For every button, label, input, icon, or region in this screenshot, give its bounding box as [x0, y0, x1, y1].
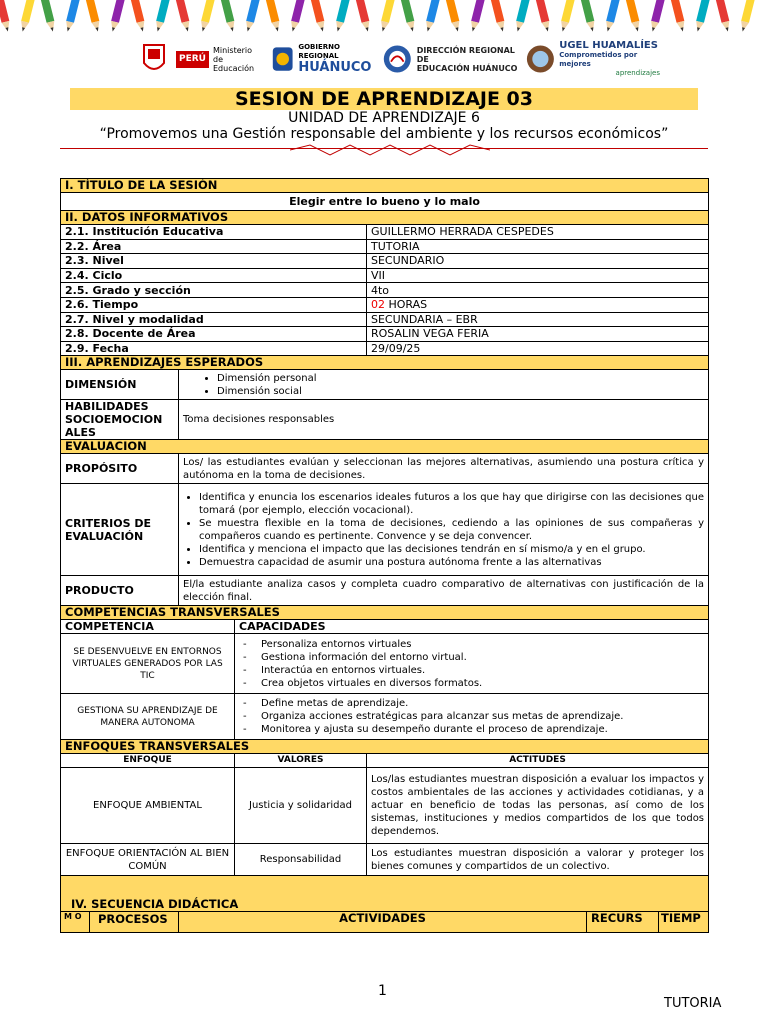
pencil-decoration	[559, 0, 576, 32]
habilidades-label: HABILIDADES SOCIOEMOCION ALES	[61, 400, 179, 440]
minedu-label: Ministerio de Educación	[212, 45, 255, 73]
datos-label: 2.6. Tiempo	[61, 297, 367, 312]
zigzag-ornament	[290, 142, 490, 158]
datos-label: 2.9. Fecha	[61, 341, 367, 356]
pencil-decoration	[424, 0, 441, 32]
criterios-list	[179, 484, 709, 576]
ugel-top-label: UGEL HUAMALÍES	[559, 40, 658, 51]
pencil-decoration	[355, 0, 372, 32]
ugel-sub2-label: aprendizajes	[615, 69, 660, 77]
capacidad-item: - Crea objetos virtuales en diversos formatos.	[261, 677, 704, 690]
unit-line1: UNIDAD DE APRENDIZAJE 6	[288, 110, 480, 126]
enfoque-valor: Responsabilidad	[235, 844, 367, 876]
enfoque-name: ENFOQUE ORIENTACIÓN AL BIEN COMÚN	[61, 844, 235, 876]
datos-value: VII	[367, 268, 709, 283]
competencia-name: SE DESENVUELVE EN ENTORNOS VIRTUALES GENERADOS POR LAS TIC	[61, 634, 235, 694]
pencil-decoration	[199, 0, 216, 32]
pencil-decoration	[649, 0, 666, 32]
actitudes-col-header: ACTITUDES	[367, 754, 709, 768]
pencil-decoration	[265, 0, 282, 32]
shield-icon	[140, 41, 168, 77]
criterio-item: • Se muestra flexible en la toma de decisiones, cediendo a las opiniones de sus compañeras y compañeros cuando es pertinente. Convence y se deja convencer.	[199, 517, 704, 543]
criterio-item: • Identifica y menciona el impacto que las decisiones tendrán en sí mismo/a y en el grupo.	[199, 543, 704, 556]
competencia-name: GESTIONA SU APRENDIZAJE DE MANERA AUTONOMA	[61, 694, 235, 740]
pencil-decoration	[130, 0, 147, 32]
datos-value: SECUNDARIA – EBR	[367, 312, 709, 327]
datos-label: 2.1. Institución Educativa	[61, 225, 367, 240]
peru-shield-logo	[140, 41, 168, 77]
pencil-decoration	[244, 0, 261, 32]
pencil-decoration	[604, 0, 621, 32]
pencil-decoration	[514, 0, 531, 32]
dimension-item: • Dimensión personal	[217, 372, 704, 385]
pencil-decoration	[19, 0, 36, 32]
enfoque-actitud: Los estudiantes muestran disposición a valorar y proteger los bienes comunes y compartidos de un colectivo.	[367, 844, 709, 876]
ugel-emblem-icon	[526, 42, 555, 76]
producto-value: El/la estudiante analiza casos y completa cuadro comparativo de alternativas con justificación de la elección final.	[179, 576, 709, 606]
session-title-bar: SESION DE APRENDIZAJE 03	[70, 88, 698, 110]
pencil-decoration	[715, 0, 732, 32]
dre-logo	[382, 42, 518, 76]
secuencia-header-row	[61, 912, 179, 933]
proposito-value: Los/ las estudiantes evalúan y seleccionan las mejores alternativas, asumiendo una postura crítica y autónoma en la toma de decisiones.	[179, 454, 709, 484]
pencil-decoration	[0, 0, 12, 32]
tiempo-unit: HORAS	[385, 298, 428, 312]
pencils-banner	[0, 0, 768, 36]
pencil-decoration	[625, 0, 642, 32]
dimension-item: • Dimensión social	[217, 385, 704, 398]
criterio-item: • Identifica y enuncia los escenarios ideales futuros a los que hay que dirigirse con las decisiones que tomará (por ejemplo, elección vocacional).	[199, 491, 704, 517]
pencil-decoration	[220, 0, 237, 32]
gore-main-label: HUÁNUCO	[298, 60, 372, 75]
datos-label: 2.8. Docente de Área	[61, 327, 367, 342]
capacidad-item: - Monitorea y ajusta su desempeño durante el proceso de aprendizaje.	[261, 723, 704, 736]
tiempo-number: 02	[371, 298, 385, 312]
enfoque-actitud: Los/las estudiantes muestran disposición a evaluar los impactos y costos ambientales de las acciones y actividades cotidianas, y a actuar en beneficio de todas las personas, así como de los sistemas, instituciones y medios compartidos de los que todos dependemos.	[367, 768, 709, 844]
habilidades-value: Toma decisiones responsables	[179, 400, 709, 440]
gore-top-label: GOBIERNO REGIONAL	[298, 43, 340, 60]
capacidad-item: - Organiza acciones estratégicas para alcanzar sus metas de aprendizaje.	[261, 710, 704, 723]
col-tiempo: TIEMP	[659, 912, 709, 933]
ugel-sub-label: Comprometidos por mejores	[559, 51, 638, 68]
datos-value	[367, 297, 709, 312]
enfoque-name: ENFOQUE AMBIENTAL	[61, 768, 235, 844]
pencil-decoration	[469, 0, 486, 32]
pencil-decoration	[694, 0, 711, 32]
criterio-item: • Demuestra capacidad de asumir una postura autónoma frente a las alternativas	[199, 556, 704, 569]
pencil-decoration	[490, 0, 507, 32]
logos-row	[140, 36, 660, 82]
footer-area: TUTORIA	[664, 996, 722, 1011]
pencil-decoration	[175, 0, 192, 32]
proposito-label: PROPÓSITO	[61, 454, 179, 484]
producto-label: PRODUCTO	[61, 576, 179, 606]
pencil-decoration	[445, 0, 462, 32]
col-procesos: PROCESOS	[98, 912, 168, 927]
section-evaluacion-header: EVALUACION	[61, 440, 709, 454]
pencil-decoration	[109, 0, 126, 32]
unit-heading	[60, 110, 708, 142]
enfoque-col-header: ENFOQUE	[61, 754, 235, 768]
criterios-label: CRITERIOS DE EVALUACIÓN	[61, 484, 179, 576]
session-title-value: Elegir entre lo bueno y lo malo	[61, 193, 709, 211]
capacidades-list	[235, 634, 709, 694]
pencil-decoration	[739, 0, 756, 32]
datos-label: 2.4. Ciclo	[61, 268, 367, 283]
section-competencias-header: COMPETENCIAS TRANSVERSALES	[61, 606, 709, 620]
dre-main-label: EDUCACIÓN HUÁNUCO	[416, 63, 518, 73]
capacidades-list	[235, 694, 709, 740]
section-aprendizajes-header: III. APRENDIZAJES ESPERADOS	[61, 356, 709, 370]
datos-value: SECUNDARIO	[367, 254, 709, 269]
section-secuencia-header: IV. SECUENCIA DIDÁCTICA	[61, 876, 709, 912]
datos-value: 4to	[367, 283, 709, 298]
datos-label: 2.7. Nivel y modalidad	[61, 312, 367, 327]
section-datos-header: II. DATOS INFORMATIVOS	[61, 211, 709, 225]
pencil-decoration	[40, 0, 57, 32]
datos-label: 2.5. Grado y sección	[61, 283, 367, 298]
dimension-list	[179, 370, 709, 400]
datos-label: 2.2. Área	[61, 239, 367, 254]
section-enfoques-header: ENFOQUES TRANSVERSALES	[61, 740, 709, 754]
datos-value: 29/09/25	[367, 341, 709, 356]
col-actividades: ACTIVIDADES	[179, 912, 587, 933]
section-title-header: I. TÍTULO DE LA SESIÓN	[61, 179, 709, 193]
pencil-decoration	[535, 0, 552, 32]
capacidad-item: - Interactúa en entornos virtuales.	[261, 664, 704, 677]
col-momento: M O	[61, 912, 90, 932]
gore-emblem-icon	[271, 44, 294, 74]
capacidad-item: - Define metas de aprendizaje.	[261, 697, 704, 710]
unit-line2: “Promovemos una Gestión responsable del ambiente y los recursos económicos”	[99, 126, 669, 142]
dimension-label: DIMENSIÓN	[61, 370, 179, 400]
col-recursos: RECURS	[587, 912, 659, 933]
gore-logo	[271, 43, 374, 75]
capacidades-col-header: CAPACIDADES	[235, 620, 709, 634]
pencil-decoration	[580, 0, 597, 32]
dre-top-label: DIRECCIÓN REGIONAL DE	[416, 45, 515, 64]
datos-label: 2.3. Nivel	[61, 254, 367, 269]
datos-value: ROSALIN VEGA FERIA	[367, 327, 709, 342]
enfoque-valor: Justicia y solidaridad	[235, 768, 367, 844]
competencia-col-header: COMPETENCIA	[61, 620, 235, 634]
valores-col-header: VALORES	[235, 754, 367, 768]
pencil-decoration	[670, 0, 687, 32]
datos-value: GUILLERMO HERRADA CESPEDES	[367, 225, 709, 240]
pencil-decoration	[289, 0, 306, 32]
session-table	[60, 178, 709, 933]
ugel-logo	[526, 40, 660, 78]
pencil-decoration	[64, 0, 81, 32]
dre-emblem-icon	[382, 42, 413, 76]
datos-value: TUTORIA	[367, 239, 709, 254]
capacidad-item: - Gestiona información del entorno virtual.	[261, 651, 704, 664]
pencil-decoration	[154, 0, 171, 32]
pencil-decoration	[310, 0, 327, 32]
capacidad-item: - Personaliza entornos virtuales	[261, 638, 704, 651]
page-number: 1	[378, 983, 387, 999]
minedu-logo	[176, 46, 263, 73]
pencil-decoration	[85, 0, 102, 32]
pencil-decoration	[400, 0, 417, 32]
pencil-decoration	[334, 0, 351, 32]
pencil-decoration	[379, 0, 396, 32]
peru-label: PERÚ	[176, 51, 209, 68]
